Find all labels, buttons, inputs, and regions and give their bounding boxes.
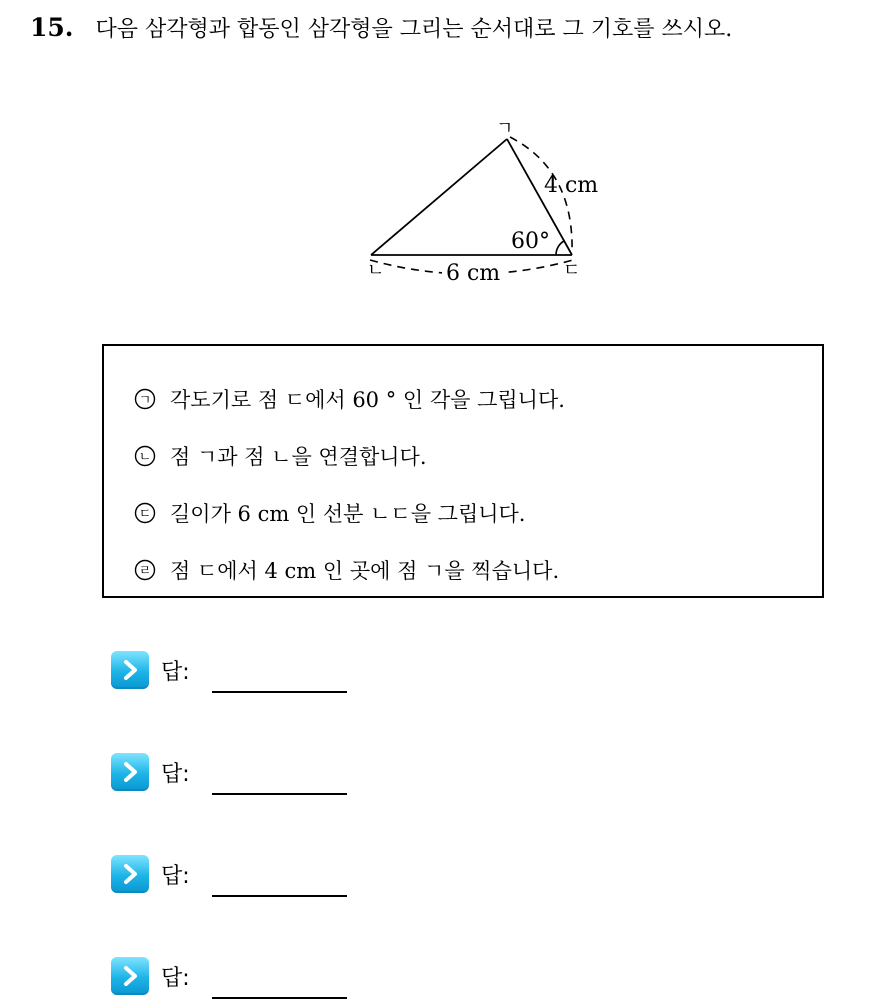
chevron-right-icon [111,855,149,893]
circled-mark-icon [134,502,156,524]
answer-blank[interactable] [212,895,347,897]
vertex-label-top: ㄱ [496,118,514,139]
answer-blank[interactable] [212,997,347,999]
answer-label: 답: [161,863,190,889]
step-text: 길이가 6 cm 인 선분 ㄴㄷ을 그립니다. [170,502,526,526]
answer-row [111,954,347,998]
angle-arc [556,241,564,255]
step-item [134,383,565,415]
answer-blank[interactable] [212,793,347,795]
chevron-right-icon [111,957,149,995]
step-text: 점 ㄱ과 점 ㄴ을 연결합니다. [170,445,427,469]
answer-label: 답: [161,761,190,787]
answer-row [111,852,347,896]
step-item [134,554,559,586]
triangle-figure [350,110,630,300]
step-text: 각도기로 점 ㄷ에서 60 ° 인 각을 그립니다. [170,388,565,412]
question-number: 15. [30,13,74,42]
circled-mark-icon [134,559,156,581]
circled-mark-icon [134,388,156,410]
answer-row [111,750,347,794]
svg-text:ㄹ: ㄹ [138,564,152,579]
right-side-length-label: 4 cm [544,173,599,198]
answer-label: 답: [161,659,190,685]
circled-mark-icon [134,445,156,467]
angle-label: 60° [511,229,550,254]
vertex-label-left: ㄴ [367,260,385,281]
answer-row [111,648,347,692]
base-length-label: 6 cm [446,261,501,286]
svg-text:ㄴ: ㄴ [138,450,152,465]
answer-label: 답: [161,965,190,991]
question [30,12,732,46]
vertex-label-right: ㄷ [563,260,581,281]
answer-blank[interactable] [212,691,347,693]
svg-text:ㄷ: ㄷ [138,507,152,522]
side-top-left [371,139,507,255]
chevron-right-icon [111,753,149,791]
step-item [134,440,427,472]
svg-text:ㄱ: ㄱ [138,393,152,408]
chevron-right-icon [111,651,149,689]
step-text: 점 ㄷ에서 4 cm 인 곳에 점 ㄱ을 찍습니다. [170,559,560,583]
step-box [102,344,824,598]
step-item [134,497,525,529]
question-text: 다음 삼각형과 합동인 삼각형을 그리는 순서대로 그 기호를 쓰시오. [95,17,733,42]
